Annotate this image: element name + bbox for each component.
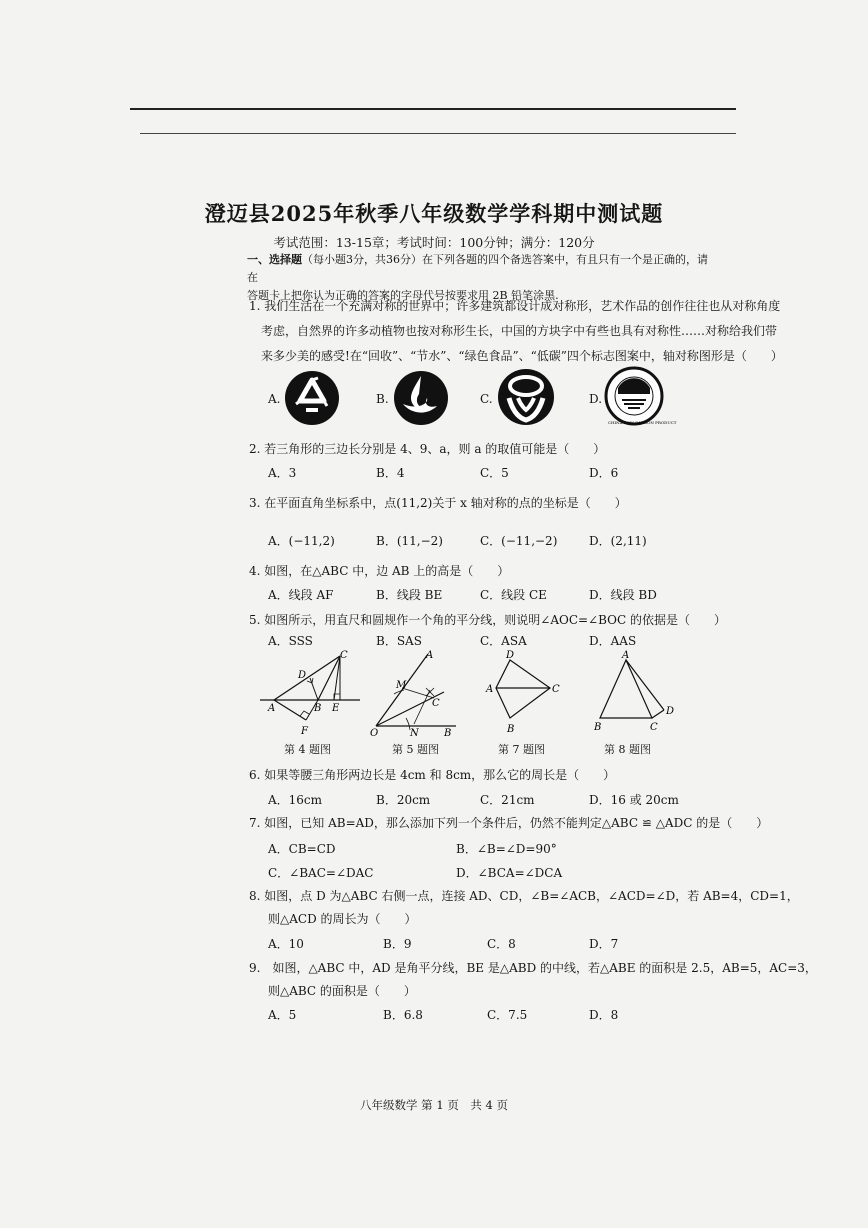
section-heading: 一、选择题: [247, 253, 302, 266]
q8-line1: 8. 如图，点 D 为△ABC 右侧一点，连接 AD、CD，∠B=∠ACB，∠ACD=∠D，若 AB=4，CD=1，: [249, 889, 799, 903]
figure-5-diagram: [366, 648, 466, 740]
q4-option-c: C．线段 CE: [480, 588, 547, 602]
exam-info: 考试范围：13-15章；考试时间：100分钟；满分：120分: [273, 235, 595, 250]
q9-option-a: A．5: [268, 1008, 297, 1022]
fig5-label-o: O: [370, 728, 379, 739]
water-saving-logo-icon: [393, 370, 449, 426]
q5-option-a: A．SSS: [268, 634, 313, 648]
figure-4-caption: 第 4 题图: [284, 743, 331, 756]
q3-option-b: B．(11,−2): [376, 534, 443, 548]
q2-option-b: B．4: [376, 466, 405, 480]
fig8-label-c: C: [650, 722, 658, 733]
fig7-label-c: C: [552, 684, 560, 695]
q3-option-c: C．(−11,−2): [480, 534, 558, 548]
q6-stem: 6. 如果等腰三角形两边长是 4cm 和 8cm，那么它的周长是（ ）: [249, 768, 616, 782]
fig4-label-a: A: [268, 703, 276, 714]
q2-option-c: C．5: [480, 466, 509, 480]
q8-line2: 则△ACD 的周长为（ ）: [268, 912, 417, 926]
figure-8-caption: 第 8 题图: [604, 743, 651, 756]
fig8-label-d: D: [666, 706, 675, 717]
q5-option-d: D．AAS: [589, 634, 637, 648]
inner-border-line: [140, 133, 736, 134]
q9-option-b: B．6.8: [383, 1008, 423, 1022]
q2-option-a: A．3: [268, 466, 297, 480]
q6-option-a: A．16cm: [268, 793, 323, 807]
logo-d-ring-text: CHINA LOW CARBON PRODUCT: [608, 420, 677, 425]
fig8-label-b: B: [594, 722, 602, 733]
fig7-label-b: B: [507, 724, 515, 735]
q3-stem: 3. 在平面直角坐标系中，点(11,2)关于 x 轴对称的点的坐标是（ ）: [249, 496, 627, 510]
fig5-label-c: C: [432, 698, 440, 709]
green-food-logo-icon: [497, 368, 555, 426]
fig8-label-a: A: [622, 650, 630, 661]
q1-line3: 来多少美的感受!在“回收”、“节水”、“绿色食品”、“低碳”四个标志图案中，轴对称图形是（ ）: [261, 349, 783, 363]
q7-option-d: D．∠BCA=∠DCA: [456, 866, 563, 880]
fig4-label-c: C: [340, 650, 348, 661]
recycle-logo-icon: [284, 370, 340, 426]
q6-option-c: C．21cm: [480, 793, 535, 807]
exam-title: 澄迈县2025年秋季八年级数学学科期中测试题: [204, 201, 664, 226]
figure-7-diagram: [482, 646, 568, 738]
q8-option-c: C．8: [487, 937, 516, 951]
q1-line1: 1. 我们生活在一个充满对称的世界中；许多建筑都设计成对称形，艺术作品的创作往往也从对称角度: [249, 299, 781, 313]
figure-7-caption: 第 7 题图: [498, 743, 545, 756]
figure-8-diagram: [588, 648, 684, 740]
low-carbon-logo-icon: [604, 366, 677, 426]
q1-option-d: D.: [589, 392, 603, 406]
section-rule-b: 答题卡上把你认为正确的答案的字母代号按要求用 2B 铅笔涂黑.: [247, 289, 559, 302]
fig5-label-b: B: [444, 728, 452, 739]
q3-option-a: A．(−11,2): [268, 534, 335, 548]
fig5-label-a: A: [426, 650, 434, 661]
q8-option-a: A．10: [268, 937, 304, 951]
q1-option-c: C.: [480, 392, 493, 406]
fig4-label-f: F: [301, 726, 308, 737]
q8-option-b: B．9: [383, 937, 412, 951]
q4-option-d: D．线段 BD: [589, 588, 657, 602]
q1-option-b: B.: [376, 392, 389, 406]
fig4-label-d: D: [298, 670, 307, 681]
q2-stem: 2. 若三角形的三边长分别是 4、9、a，则 a 的取值可能是（ ）: [249, 442, 606, 456]
q7-option-b: B．∠B=∠D=90°: [456, 842, 557, 856]
q9-line1: 9. 如图，△ABC 中，AD 是角平分线，BE 是△ABD 的中线，若△ABE 的面积是 2.5，AB=5，AC=3，: [249, 961, 817, 975]
q5-option-c: C．ASA: [480, 634, 527, 648]
q1-option-a: A.: [268, 392, 281, 406]
page-footer: 八年级数学 第 1 页 共 4 页: [360, 1098, 508, 1112]
q3-option-d: D．(2,11): [589, 534, 647, 548]
fig7-label-d: D: [506, 650, 515, 661]
q5-stem: 5. 如图所示，用直尺和圆规作一个角的平分线，则说明∠AOC=∠BOC 的依据是（ ）: [249, 613, 726, 627]
q9-option-d: D．8: [589, 1008, 619, 1022]
q6-option-d: D．16 或 20cm: [589, 793, 679, 807]
fig4-label-e: E: [332, 703, 340, 714]
q9-line2: 则△ABC 的面积是（ ）: [268, 984, 416, 998]
section-rule-a: （每小题3分，共36分）在下列各题的四个备选答案中，有且只有一个是正确的，请在: [247, 253, 708, 284]
q4-option-a: A．线段 AF: [268, 588, 334, 602]
q6-option-b: B．20cm: [376, 793, 431, 807]
q2-option-d: D．6: [589, 466, 619, 480]
q8-option-d: D．7: [589, 937, 619, 951]
q1-line2: 考虑，自然界的许多动植物也按对称形生长，中国的方块字中有些也具有对称性……对称给我们带: [261, 324, 778, 338]
q7-option-c: C．∠BAC=∠DAC: [268, 866, 374, 880]
q7-stem: 7. 如图，已知 AB=AD，那么添加下列一个条件后，仍然不能判定△ABC ≌ △ADC 的是（ ）: [249, 816, 769, 830]
fig5-label-m: M: [396, 680, 407, 691]
fig5-label-n: N: [410, 728, 419, 739]
figure-4-diagram: [256, 648, 366, 740]
fig4-label-b: B: [314, 703, 322, 714]
q4-option-b: B．线段 BE: [376, 588, 443, 602]
figure-5-caption: 第 5 题图: [392, 743, 439, 756]
q9-option-c: C．7.5: [487, 1008, 528, 1022]
q7-option-a: A．CB=CD: [268, 842, 336, 856]
q4-stem: 4. 如图，在△ABC 中，边 AB 上的高是（ ）: [249, 564, 510, 578]
q5-option-b: B．SAS: [376, 634, 422, 648]
fig7-label-a: A: [486, 684, 494, 695]
